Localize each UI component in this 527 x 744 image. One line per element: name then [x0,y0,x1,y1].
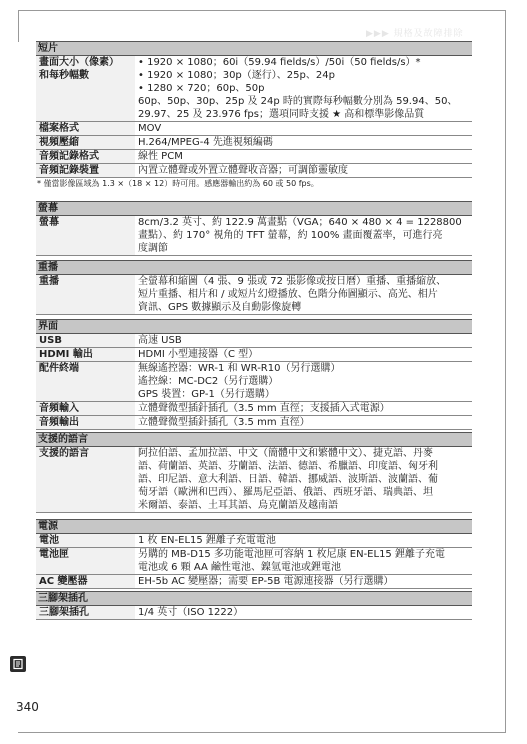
spec-row [36,447,472,513]
notes-icon [12,658,24,670]
spec-value: • 1920 × 1080；60i（59.94 fields/s）/50i（50 fields/s）* • 1920 × 1080；30p（逐行）、25p、24p • 1280 × 720；60p、50p 60p、50p、30p、25p 及 24p 時的實際每秒幅數分別為 59.94、50、 29.97、25 及 23.976 fps；選項同時支援 ★ 高和標準影像品質 [138,57,458,120]
page-frame-right [505,10,506,732]
page-frame-left [18,10,19,42]
spec-row [36,606,472,620]
spec-value: 立體聲微型插針插孔（3.5 mm 直徑） [138,417,310,428]
chapter-header-watermark: ▶▶▶ 規格及故障排除 [366,29,464,38]
spec-row [36,348,472,362]
spec-label: 重播 [36,275,135,314]
spec-value: 另購的 MB-D15 多功能電池匣可容納 1 枚尼康 EN-EL15 鋰離子充電 電池或 6 顆 AA 鹼性電池、鎳氫電池或鋰電池 [138,549,445,573]
chapter-tab-icon [10,656,26,672]
page-number: 340 [16,700,39,714]
section-title: 電源 [36,519,472,534]
spec-row [36,534,472,548]
spec-row [36,122,472,136]
spec-value: 阿拉伯語、孟加拉語、中文（簡體中文和繁體中文）、捷克語、丹麥 語、荷蘭語、英語、芬蘭語、法語、德語、希臘語、印度語、匈牙利 語、印尼語、意大利語、日語、韓語、挪威語、波斯語、波蘭語、葡 萄牙語（歐洲和巴西）、羅馬尼亞語、俄語、西班牙語、瑞典語、坦 米爾語、泰語、土耳其語、烏克蘭語及越南語 [138,448,438,511]
footnote: * 僅當影像區域為 1.3 ×（18 × 12）時可用。感應器輸出約為 60 或 50 fps。 [37,179,319,188]
spec-label: 檔案格式 [36,122,135,135]
spec-row [36,216,472,256]
spec-label: 畫面大小（像素） 和每秒幅數 [36,56,135,121]
spec-row [36,362,472,402]
spec-label: 支援的語言 [36,447,135,512]
section-title: 短片 [36,41,472,56]
spec-label: AC 變壓器 [36,575,135,588]
spec-row [36,416,472,430]
spec-row [36,402,472,416]
spec-value: HDMI 小型連接器（C 型） [138,349,259,360]
spec-label: 音頻輸出 [36,416,135,429]
spec-value: 無線遙控器：WR-1 和 WR-R10（另行選購） 遙控線：MC-DC2（另行選購） GPS 裝置：GP-1（另行選購） [138,363,341,400]
spec-label: USB [36,334,135,347]
spec-row [36,548,472,575]
spec-row [36,164,472,178]
spec-label: 音頻記錄格式 [36,150,135,163]
spec-value: 8cm/3.2 英寸、約 122.9 萬畫點（VGA；640 × 480 × 4 = 1228800 畫點）、約 170° 視角的 TFT 螢幕，約 100% 畫面覆蓋率，可進行亮 度調節 [138,217,462,254]
spec-label: 三腳架插孔 [36,606,135,619]
spec-label: 配件終端 [36,362,135,401]
spec-value: 1 枚 EN-EL15 鋰離子充電電池 [138,535,276,546]
spec-row [36,575,472,589]
spec-section-movie [36,41,472,190]
spec-section-power [36,519,472,589]
section-title: 界面 [36,319,472,334]
section-title: 三腳架插孔 [36,591,472,606]
spec-section-tripod [36,591,472,620]
spec-value: 立體聲微型插針插孔（3.5 mm 直徑；支援插入式電源） [138,403,390,414]
spec-label: 電池匣 [36,548,135,574]
spec-section-languages [36,432,472,513]
spec-value: 1/4 英寸（ISO 1222） [138,607,244,618]
spec-section-playback [36,260,472,315]
spec-row [36,56,472,122]
spec-value: EH-5b AC 變壓器；需要 EP-5B 電源連接器（另行選購） [138,576,394,587]
page-frame-bottom [18,732,506,733]
spec-value: H.264/MPEG-4 先進視頻編碼 [138,137,273,148]
spec-row [36,150,472,164]
spec-value: 全螢幕和縮圖（4 張、9 張或 72 張影像或按日曆）重播、重播縮放、 短片重播、相片和 / 或短片幻燈播放、色階分佈圖顯示、高光、相片 資訊、GPS 數據顯示及自動影像旋轉 [138,276,447,313]
spec-value: 線性 PCM [138,151,183,162]
spec-row [36,275,472,315]
section-title: 重播 [36,260,472,275]
spec-section-monitor [36,201,472,256]
section-title: 支援的語言 [36,432,472,447]
spec-value: MOV [138,123,162,134]
spec-label: 音頻記錄裝置 [36,164,135,177]
spec-label: HDMI 輸出 [36,348,135,361]
spec-section-interface [36,319,472,430]
spec-row [36,334,472,348]
spec-value: 高速 USB [138,335,182,346]
spec-row [36,136,472,150]
spec-label: 音頻輸入 [36,402,135,415]
section-title: 螢幕 [36,201,472,216]
spec-value: 內置立體聲或外置立體聲收音器；可調節靈敏度 [138,165,348,176]
spec-label: 視頻壓縮 [36,136,135,149]
page-frame-top [18,10,506,11]
spec-label: 電池 [36,534,135,547]
spec-label: 螢幕 [36,216,135,255]
